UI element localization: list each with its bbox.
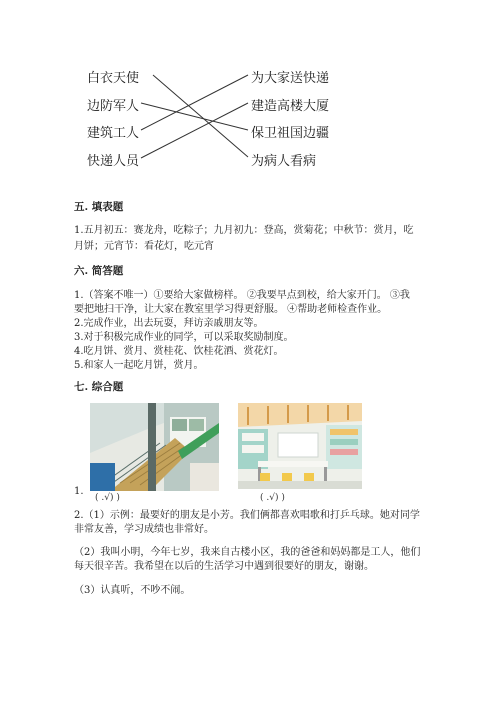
match-left-2: 边防军人 <box>87 99 140 114</box>
section6-line-4: 3.对于积极完成作业的同学，可以采取奖励制度。 <box>74 332 294 343</box>
section6-line-2: 要把地扫干净，让大家在教室里学习得更舒服。 ④帮助老师检查作业。 <box>74 304 388 315</box>
match-right-2: 建造高楼大厦 <box>251 99 330 114</box>
answer-blank-2: ( .√) ) <box>260 493 285 503</box>
match-right-4: 为病人看病 <box>251 154 317 169</box>
section5-line-1: 1.五月初五：赛龙舟，吃粽子；九月初九：登高，赏菊花；中秋节：赏月，吃 <box>74 225 414 236</box>
section6-title: 六. 简答题 <box>74 265 124 277</box>
match-line-2 <box>141 103 248 130</box>
section6-line-6: 5.和家人一起吃月饼，赏月。 <box>74 360 204 371</box>
section7-q3: （3）认真听，不吵不闹。 <box>74 585 191 596</box>
matching-lines <box>0 0 500 200</box>
section6-line-1: 1.（答案不唯一）①要给大家做榜样。 ②我要早点到校，给大家开门。 ③我 <box>74 290 410 301</box>
section7-q2b-line-2: 每天很辛苦。我希望在以后的生活学习中遇到很要好的朋友，谢谢。 <box>74 561 374 572</box>
section7-title: 七. 综合题 <box>74 381 124 393</box>
section7-q2-line-1: 2.（1）示例：最要好的朋友是小芳。我们俩都喜欢唱歌和打乒乓球。她对同学 <box>74 510 420 521</box>
section7-q1-label: 1. <box>74 486 84 497</box>
match-left-1: 白衣天使 <box>87 71 140 86</box>
section7-q2-line-2: 非常友善，学习成绩也非常好。 <box>74 524 214 535</box>
classroom-photo <box>238 403 362 489</box>
section7-q2b-line-1: （2）我叫小明，今年七岁，我来自古楼小区，我的爸爸和妈妈都是工人，他们 <box>74 547 421 558</box>
section5-title: 五. 填表题 <box>74 201 124 213</box>
section6-line-3: 2.完成作业，出去玩耍，拜访亲戚朋友等。 <box>74 318 264 329</box>
section6-line-5: 4.吃月饼、赏月、赏桂花、饮桂花酒、赏花灯。 <box>74 346 284 357</box>
section5-line-2: 月饼；元宵节：看花灯，吃元宵 <box>74 241 214 252</box>
match-right-3: 保卫祖国边疆 <box>251 126 330 141</box>
match-line-3 <box>141 75 248 130</box>
match-left-3: 建筑工人 <box>87 126 140 141</box>
match-right-1: 为大家送快递 <box>251 71 330 86</box>
match-left-4: 快递人员 <box>87 154 140 169</box>
stairwell-photo <box>90 403 219 491</box>
answer-blank-1: ( .√) ) <box>95 493 120 503</box>
